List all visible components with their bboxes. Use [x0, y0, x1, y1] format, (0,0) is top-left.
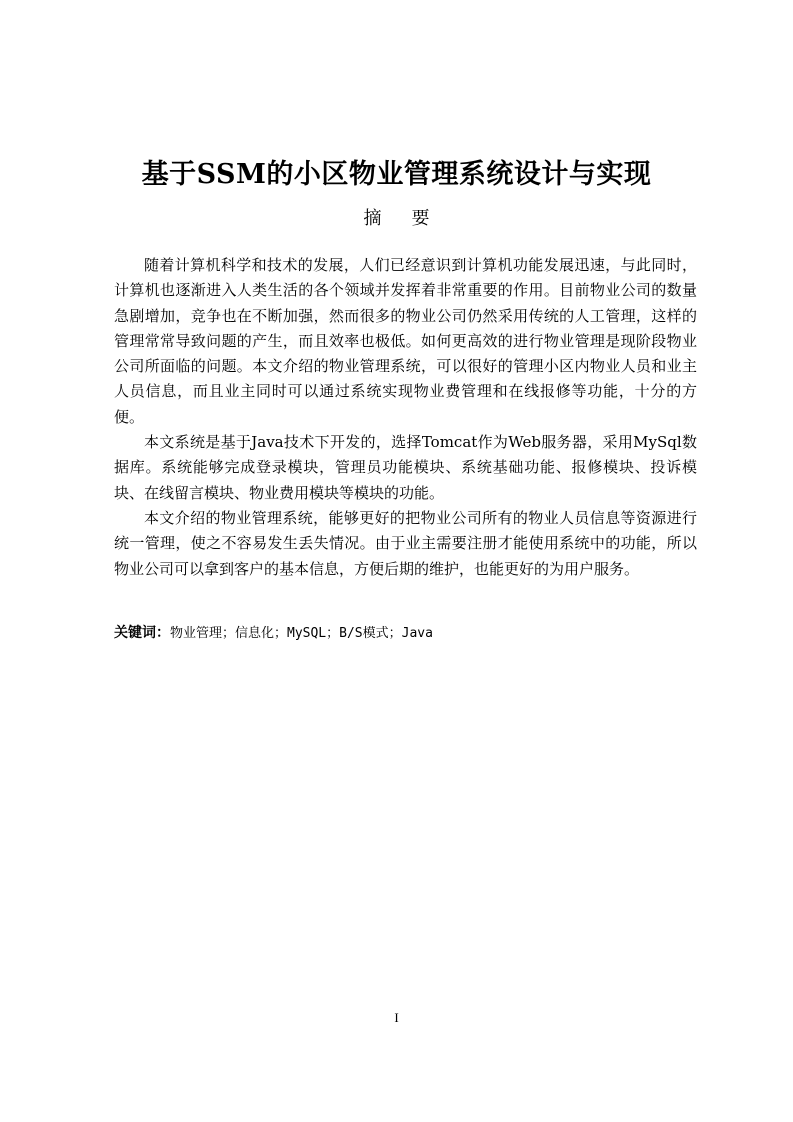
keywords-text: 物业管理；信息化；MySQL；B/S模式；Java: [170, 626, 433, 641]
keywords-line: [114, 621, 697, 646]
abstract-paragraph: 本文系统是基于Java技术下开发的，选择Tomcat作为Web服务器，采用MySql数据库。系统能够完成登录模块，管理员功能模块、系统基础功能、报修模块、投诉模块、在线留言模块、物业费用模块等模块的功能。: [114, 433, 697, 502]
page-number: I: [394, 1010, 399, 1025]
page-title: 基于SSM的小区物业管理系统设计与实现: [141, 159, 652, 190]
abstract-paragraph: 随着计算机科学和技术的发展，人们已经意识到计算机功能发展迅速，与此同时，计算机也逐渐进入人类生活的各个领域并发挥着非常重要的作用。目前物业公司的数量急剧增加，竞争也在不断加强，然而很多的物业公司仍然采用传统的人工管理，这样的管理常常导致问题的产生，而且效率也极低。如何更高效的进行物业管理是现阶段物业公司所面临的问题。本文介绍的物业管理系统，可以很好的管理小区内物业人员和业主人员信息，而且业主同时可以通过系统实现物业费管理和在线报修等功能，十分的方便。: [114, 256, 697, 426]
abstract-body: [114, 253, 697, 582]
keywords-label: 关键词：: [114, 625, 170, 641]
abstract-paragraph: 本文介绍的物业管理系统，能够更好的把物业公司所有的物业人员信息等资源进行统一管理，使之不容易发生丢失情况。由于业主需要注册才能使用系统中的功能，所以物业公司可以拿到客户的基本信息，方便后期的维护，也能更好的为用户服务。: [114, 508, 697, 578]
abstract-heading: 摘要: [363, 208, 460, 229]
